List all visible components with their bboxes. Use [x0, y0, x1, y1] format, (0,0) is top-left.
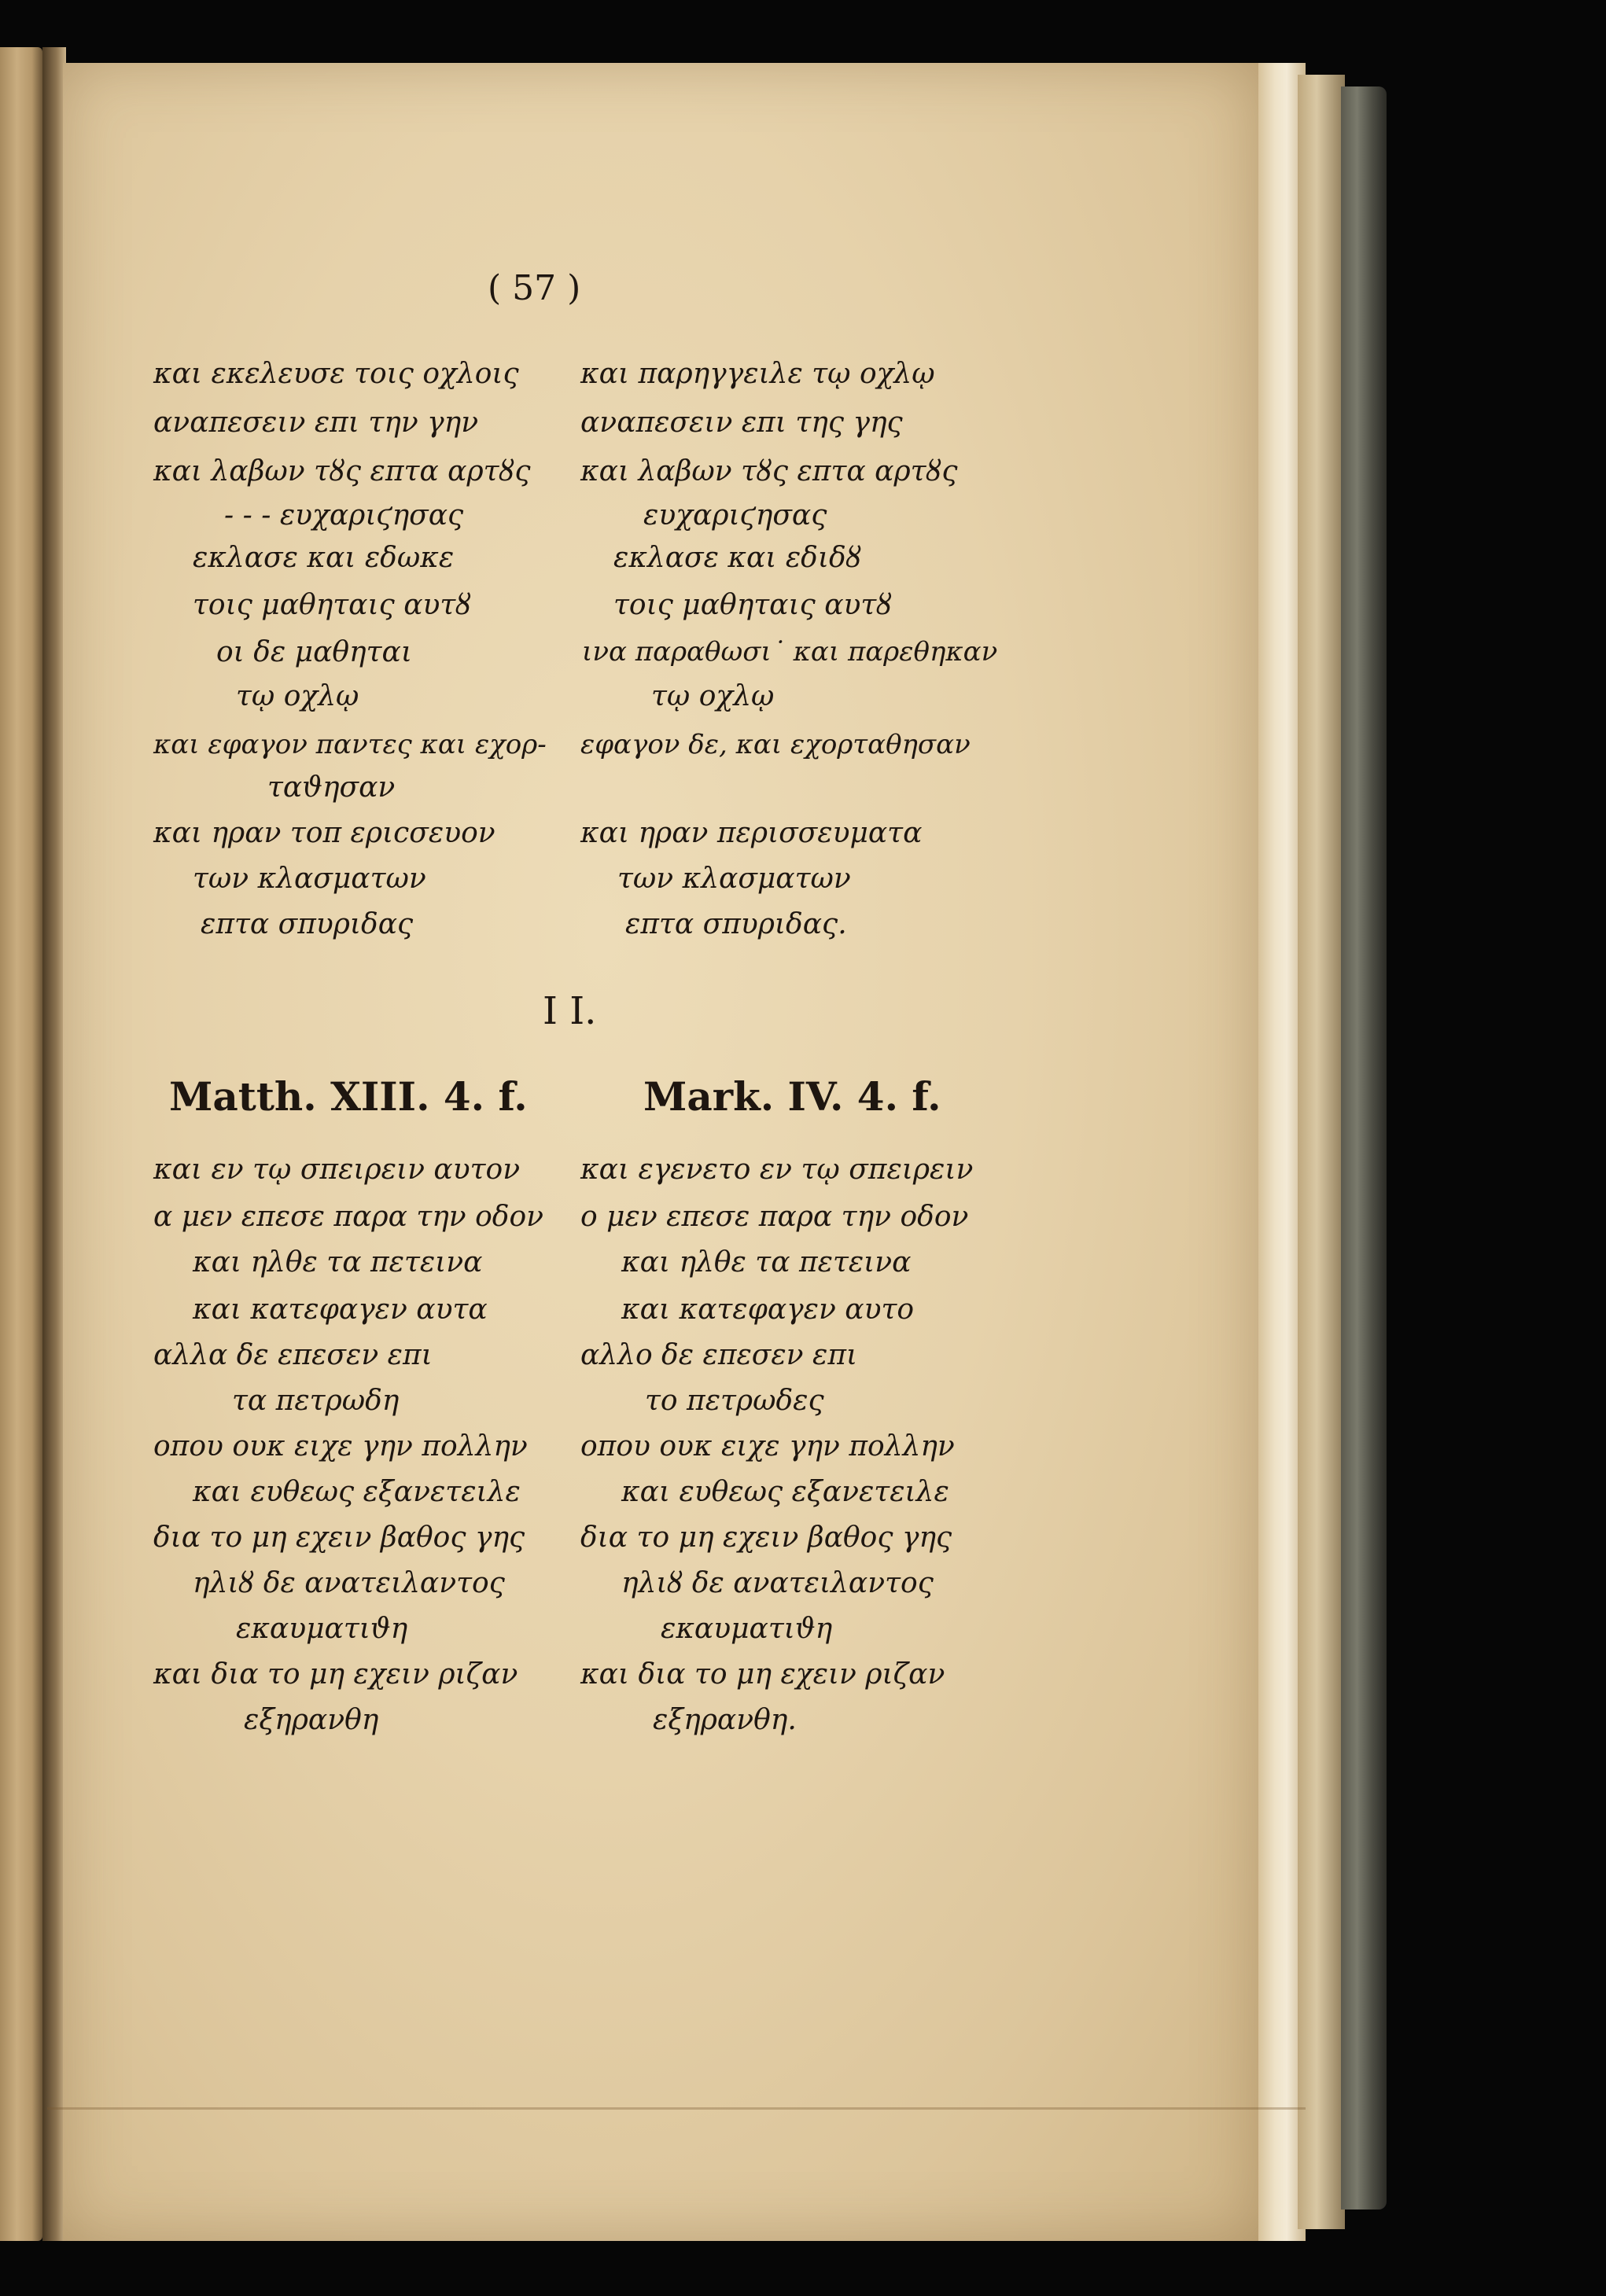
upper-left-line-4: - - - ευχαριϛησας	[224, 499, 464, 532]
upper-right-line-7: ινα παραθωσι˙ και παρεθηκαν	[582, 636, 998, 668]
lower-left-line-11: εκαυματιϑη	[236, 1613, 408, 1645]
lower-right-line-10: ηλιȣ δε ανατειλαντος	[621, 1567, 934, 1599]
upper-right-line-5: εκλασε και εδιδȣ	[613, 542, 862, 574]
upper-left-line-11: και ηραν τοπ εριϲσευον	[153, 817, 495, 849]
upper-right-line-1: και παρηγγειλε τῳ οχλῳ	[580, 358, 935, 390]
lower-left-line-13: εξηρανθη	[244, 1704, 379, 1736]
lower-left-line-6: τα πετρωδη	[232, 1385, 400, 1417]
upper-right-line-11: των κλασματων	[617, 863, 851, 895]
lower-left-line-3: και ηλθε τα πετεινα	[193, 1246, 483, 1279]
page-block-edge-inner	[1298, 75, 1345, 2229]
upper-left-line-13: επτα σπυριδας	[201, 908, 414, 940]
lower-right-line-9: δια το μη εχειν βαθος γης	[580, 1521, 952, 1554]
upper-left-line-12: των κλασματων	[193, 863, 426, 895]
lower-right-line-3: και ηλθε τα πετεινα	[621, 1246, 912, 1279]
lower-left-line-2: α μεν επεσε παρα την οδον	[153, 1201, 544, 1233]
heading-matthew: Matth. XIII. 4. f.	[169, 1073, 528, 1120]
heading-mark: Mark. IV. 4. f.	[643, 1073, 941, 1120]
lower-left-line-1: και εν τῳ σπειρειν αυτον	[153, 1154, 521, 1186]
upper-right-line-4: ευχαριϛησας	[643, 499, 827, 532]
upper-left-line-5: εκλασε και εδωκε	[193, 542, 455, 574]
lower-left-line-7: οπου ουκ ειχε γην πολλην	[153, 1430, 528, 1463]
lower-left-line-12: και δια το μη εχειν ριζαν	[153, 1658, 518, 1691]
lower-left-line-9: δια το μη εχειν βαθος γης	[153, 1521, 525, 1554]
lower-right-line-4: και κατεφαγεν αυτο	[621, 1293, 915, 1326]
upper-left-line-8: τῳ οχλῳ	[236, 680, 359, 712]
upper-left-line-7: οι δε μαθηται	[216, 636, 412, 668]
lower-right-line-13: εξηρανθη.	[653, 1704, 797, 1736]
lower-right-line-7: οπου ουκ ειχε γην πολλην	[580, 1430, 955, 1463]
upper-left-line-6: τοις μαθηταις αυτȣ	[193, 589, 472, 621]
upper-right-line-10: και ηραν περισσευματα	[580, 817, 923, 849]
upper-left-line-9: και εφαγον παντες και εχορ-	[153, 729, 547, 760]
section-number: I I.	[543, 989, 597, 1033]
upper-right-line-9: εφαγον δε, και εχορταθησαν	[580, 729, 971, 760]
upper-left-line-10: ταϑησαν	[267, 771, 396, 804]
lower-left-line-8: και ευθεως εξανετειλε	[193, 1476, 521, 1508]
lower-right-line-12: και δια το μη εχειν ριζαν	[580, 1658, 945, 1691]
lower-left-line-4: και κατεφαγεν αυτα	[193, 1293, 488, 1326]
lower-right-line-8: και ευθεως εξανετειλε	[621, 1476, 949, 1508]
page-number: ( 57 )	[488, 268, 581, 308]
lower-left-line-5: αλλα δε επεσεν επι	[153, 1339, 433, 1371]
upper-left-line-3: και λαβων τȣς επτα αρτȣς	[153, 455, 531, 488]
previous-page-edge	[0, 47, 42, 2241]
upper-right-line-8: τῳ οχλῳ	[651, 680, 775, 712]
upper-left-line-2: αναπεσειν επι την γην	[153, 407, 479, 439]
book-cover-edge	[1341, 86, 1387, 2210]
page-bottom-crease	[47, 2107, 1306, 2110]
lower-left-line-10: ηλιȣ δε ανατειλαντος	[193, 1567, 505, 1599]
upper-right-line-2: αναπεσειν επι της γης	[580, 407, 903, 439]
upper-left-line-1: και εκελευσε τοις οχλοις	[153, 358, 519, 390]
upper-right-line-6: τοις μαθηταις αυτȣ	[613, 589, 893, 621]
upper-right-line-12: επτα σπυριδας.	[625, 908, 847, 940]
lower-right-line-5: αλλο δε επεσεν επι	[580, 1339, 858, 1371]
lower-right-line-11: εκαυματιϑη	[661, 1613, 833, 1645]
lower-right-line-1: και εγενετο εν τῳ σπειρειν	[580, 1154, 974, 1186]
lower-right-line-2: ο μεν επεσε παρα την οδον	[580, 1201, 969, 1233]
upper-right-line-3: και λαβων τȣς επτα αρτȣς	[580, 455, 958, 488]
lower-right-line-6: το πετρωδες	[645, 1385, 824, 1417]
